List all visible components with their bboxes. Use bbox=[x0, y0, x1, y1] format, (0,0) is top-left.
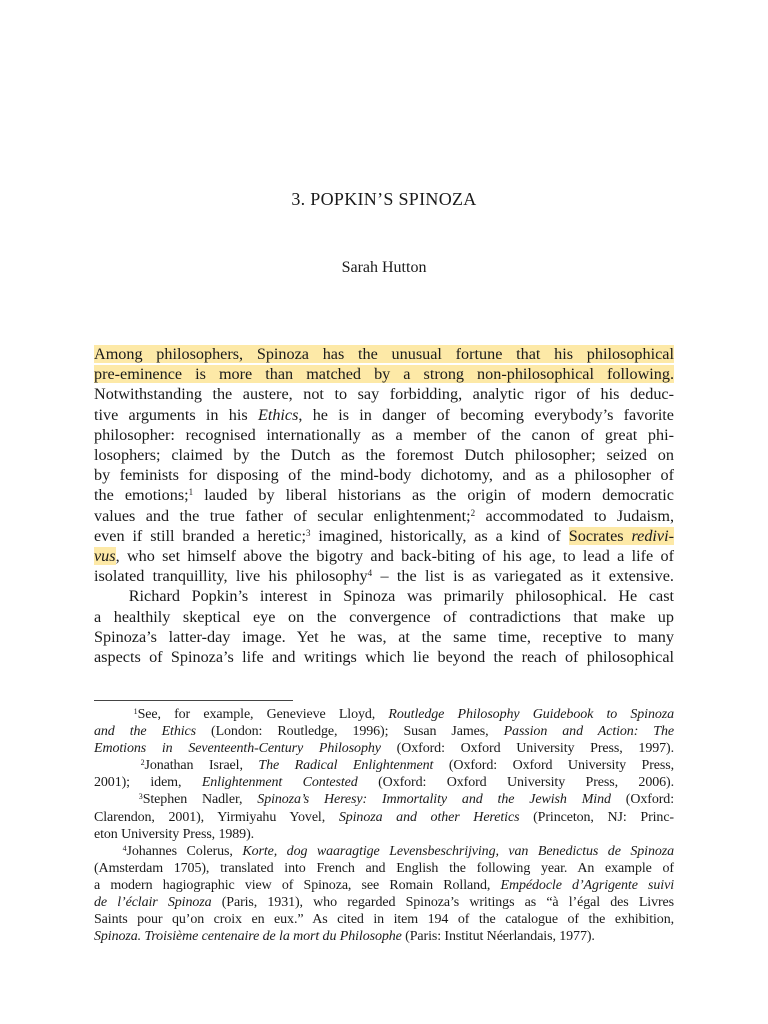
italic-title: Routledge Philosophy Guidebook to Spinoza bbox=[388, 707, 675, 722]
italic-title: Spinoza. Troisième centenaire de la mort du Philosophe bbox=[94, 929, 402, 945]
footnote-ref[interactable]: 2 bbox=[470, 507, 476, 518]
highlighted-italic-text[interactable]: vus bbox=[94, 547, 116, 566]
footnote-divider bbox=[94, 700, 293, 701]
italic-title: Ethics bbox=[257, 405, 299, 424]
footnote-line bbox=[94, 706, 674, 723]
footnote-line: eton University Press, 1989). bbox=[94, 826, 255, 842]
italic-title: Empédocle d’Agrigente suivi bbox=[500, 877, 674, 893]
text-span: tive arguments in his bbox=[94, 405, 258, 424]
footnote-number: 2 bbox=[140, 758, 145, 768]
text-span: (London: Routledge, 1996); Susan James, bbox=[195, 724, 504, 740]
highlighted-text[interactable]: Among philosophers, Spinoza has the unusual fortune that his philosophical bbox=[94, 345, 674, 363]
footnotes bbox=[94, 706, 674, 945]
body-line: philosopher: recognised internationally as a member of the canon of great phi- bbox=[94, 425, 674, 444]
text-span: Stephen Nadler, bbox=[142, 792, 258, 808]
text-span: (Paris: Institut Néerlandais, 1977). bbox=[401, 929, 595, 945]
text-span: Johannes Colerus, bbox=[126, 843, 243, 859]
italic-title: Spinoza’s Heresy: Immortality and the Jewish Mind bbox=[257, 792, 611, 808]
footnote-ref[interactable]: 3 bbox=[306, 527, 311, 538]
italic-title: The Radical Enlightenment bbox=[258, 758, 434, 774]
text-span: (Oxford: Oxford University Press, 1997). bbox=[380, 741, 674, 757]
text-span: accommodated to Judaism, bbox=[475, 506, 674, 525]
text-span: even if still branded a heretic; bbox=[94, 526, 306, 545]
footnote-line bbox=[94, 877, 674, 894]
footnote-line bbox=[94, 791, 674, 808]
footnote-ref[interactable]: 1 bbox=[188, 487, 194, 498]
body-line bbox=[94, 364, 674, 384]
italic-title: de l’éclair Spinoza bbox=[94, 895, 212, 911]
body-line: Notwithstanding the austere, not to say forbidding, analytic rigor of his deduc- bbox=[94, 385, 674, 404]
text-span: – the list is as variegated as it extensive. bbox=[372, 567, 674, 586]
italic-title: Korte, dog waaragtige Levensbeschrijving, van Benedictus de Spinoza bbox=[242, 843, 674, 859]
text-span: Jonathan Israel, bbox=[144, 758, 259, 774]
highlighted-text[interactable]: Socrates bbox=[568, 526, 632, 545]
footnote-line bbox=[94, 843, 674, 860]
italic-title: Emotions in Seventeenth-Century Philosophy bbox=[94, 741, 381, 757]
footnote-line: Saints pour qu’on croix en eux.” As cited in item 194 of the catalogue of the exhibition, bbox=[94, 912, 674, 928]
text-span: the emotions; bbox=[94, 486, 189, 505]
text-span: imagined, historically, as a kind of bbox=[310, 526, 569, 545]
text-span: values and the true father of secular enlightenment; bbox=[94, 506, 471, 525]
body-line bbox=[94, 526, 674, 546]
italic-title: Passion and Action: The bbox=[503, 724, 675, 740]
text-span: lauded by liberal historians as the origin of modern democratic bbox=[193, 486, 674, 505]
italic-title: Enlightenment Contested bbox=[201, 775, 358, 791]
footnote-line: (Amsterdam 1705), translated into French and English the following year. An example of bbox=[94, 860, 674, 876]
body-line bbox=[94, 546, 674, 566]
body-line bbox=[94, 485, 674, 505]
highlighted-text[interactable]: pre-eminence is more than matched by a strong non-philosophical following. bbox=[94, 365, 674, 384]
author-name: Sarah Hutton bbox=[341, 259, 427, 276]
footnote-line bbox=[94, 757, 674, 774]
footnote-line bbox=[94, 774, 674, 791]
body-line: by feminists for disposing of the mind-body dichotomy, and as a philosopher of bbox=[94, 466, 674, 485]
body-line: losophers; claimed by the Dutch as the foremost Dutch philosopher; seized on bbox=[94, 446, 674, 465]
text-span: 2001); idem, bbox=[94, 775, 202, 791]
body-line: Richard Popkin’s interest in Spinoza was primarily philosophical. He cast bbox=[94, 587, 674, 606]
footnote-line bbox=[94, 723, 674, 740]
highlighted-italic-text[interactable]: redivi- bbox=[631, 526, 675, 545]
footnote-number: 4 bbox=[122, 843, 127, 853]
body-line bbox=[94, 506, 674, 526]
text-span: a modern hagiographic view of Spinoza, see Romain Rolland, bbox=[94, 877, 501, 893]
footnote-number: 3 bbox=[138, 792, 143, 802]
footnote-line bbox=[94, 740, 674, 757]
footnote-line bbox=[94, 894, 674, 911]
text-span: Clarendon, 2001), Yirmiyahu Yovel, bbox=[94, 809, 339, 825]
body-line: a healthily skeptical eye on the convergence of contradictions that make up bbox=[94, 607, 674, 626]
text-span: (Oxford: bbox=[610, 792, 674, 808]
text-span: See, for example, Genevieve Lloyd, bbox=[137, 707, 389, 722]
body-text bbox=[94, 344, 674, 667]
body-line: aspects of Spinoza’s life and writings which lie beyond the reach of philosophical bbox=[94, 648, 674, 667]
text-span: (Paris, 1931), who regarded Spinoza’s writings as “à l’égal des Livres bbox=[211, 895, 674, 911]
footnote-line bbox=[94, 809, 674, 826]
italic-title: Spinoza and other Heretics bbox=[338, 809, 520, 825]
body-line bbox=[94, 405, 674, 425]
footnote-ref[interactable]: 4 bbox=[367, 568, 373, 579]
text-span: (Princeton, NJ: Princ- bbox=[519, 809, 674, 825]
body-line bbox=[94, 344, 674, 364]
chapter-title: 3. POPKIN’S SPINOZA bbox=[291, 189, 477, 209]
body-line: Spinoza’s latter-day image. Yet he was, at the same time, receptive to many bbox=[94, 627, 674, 646]
body-line bbox=[94, 566, 674, 586]
footnote-line bbox=[94, 928, 674, 945]
footnote-number: 1 bbox=[133, 707, 138, 716]
text-span: (Oxford: Oxford University Press, 2006). bbox=[357, 775, 674, 791]
text-span: isolated tranquillity, live his philosophy bbox=[94, 567, 368, 586]
italic-title: and the Ethics bbox=[94, 724, 196, 740]
text-span: , who set himself above the bigotry and back-biting of his age, to lead a life of bbox=[115, 547, 674, 566]
text-span: (Oxford: Oxford University Press, bbox=[433, 758, 675, 774]
text-span: , he is in danger of becoming everybody’s favorite bbox=[298, 405, 674, 424]
